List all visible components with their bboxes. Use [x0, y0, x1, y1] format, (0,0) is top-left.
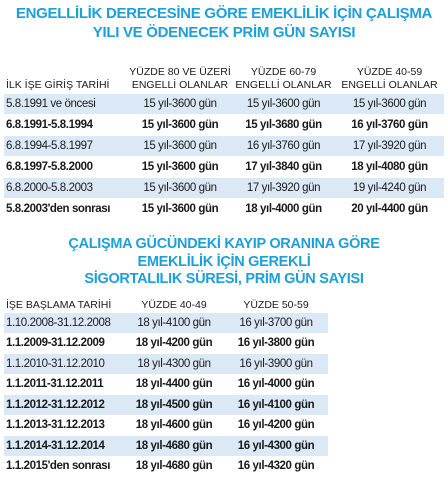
cell-date: 6.8.1997-5.8.2000 [4, 157, 128, 178]
cell-value: 18 yıl-4500 gün [124, 395, 224, 416]
table-row [4, 94, 444, 115]
table-row [4, 313, 328, 333]
cell-value: 16 yıl-3760 gün [232, 136, 335, 157]
cell-value: 18 yıl-4680 gün [124, 436, 224, 457]
table-row [4, 415, 328, 436]
section2-title-line2: EMEKLİLİK İÇİN GEREKLİ [137, 253, 311, 270]
header-40-49: YÜZDE 40-49 [141, 299, 207, 311]
cell-value: 18 yıl-4080 gün [335, 157, 444, 178]
table-header-row [4, 56, 444, 94]
section1-title-line1: ENGELLİLİK DERECESİNE GÖRE EMEKLİLİK İÇİN ÇALIŞMA [15, 5, 433, 22]
table-row [4, 436, 328, 457]
disability-retirement-table [4, 56, 444, 220]
header-60-79 [232, 56, 335, 94]
cell-value: 15 yıl-3680 gün [232, 115, 335, 136]
cell-value: 18 yıl-4300 gün [124, 354, 224, 375]
header-line: ENGELLİ OLANLAR [131, 79, 229, 91]
table-row [4, 456, 328, 477]
work-capacity-loss-table [4, 297, 328, 477]
table-row [4, 136, 444, 157]
cell-value: 18 yıl-4200 gün [124, 333, 224, 354]
cell-date: 6.8.2000-5.8.2003 [4, 178, 128, 199]
cell-value: 18 yıl-4600 gün [124, 415, 224, 436]
cell-date: 1.1.2011-31.12.2011 [4, 374, 124, 395]
cell-value: 17 yıl-3920 gün [335, 136, 444, 157]
cell-date: 5.8.1991 ve öncesi [4, 94, 128, 115]
cell-date: 1.1.2010-31.12.2010 [4, 354, 124, 375]
header-start-date: İŞE BAŞLAMA TARİHİ [6, 299, 112, 311]
table-header-row [4, 297, 328, 313]
cell-date: 1.1.2009-31.12.2009 [4, 333, 124, 354]
cell-value: 15 yıl-3600 gün [232, 94, 335, 115]
section1-title-line2: YILI VE ÖDENECEK PRİM GÜN SAYISI [92, 24, 356, 41]
table-row [4, 395, 328, 416]
table-row [4, 115, 444, 136]
header-line: ENGELLİ OLANLAR [235, 79, 332, 91]
cell-value: 16 yıl-3700 gün [224, 313, 328, 333]
cell-value: 15 yıl-3600 gün [128, 94, 232, 115]
header-40-59 [335, 56, 444, 94]
cell-value: 16 yıl-3800 gün [224, 333, 328, 354]
cell-date: 1.1.2013-31.12.2013 [4, 415, 124, 436]
header-50-59: YÜZDE 50-59 [243, 299, 309, 311]
cell-value: 15 yıl-3600 gün [128, 157, 232, 178]
cell-value: 16 yıl-3760 gün [335, 115, 444, 136]
cell-date: 6.8.1994-5.8.1997 [4, 136, 128, 157]
table-row [4, 354, 328, 375]
cell-value: 15 yıl-3600 gün [128, 136, 232, 157]
table-row [4, 333, 328, 354]
cell-value: 16 yıl-4000 gün [224, 374, 328, 395]
header-80-plus [128, 56, 232, 94]
cell-value: 16 yıl-4100 gün [224, 395, 328, 416]
cell-date: 1.10.2008-31.12.2008 [4, 313, 124, 333]
table-row [4, 199, 444, 220]
section2-title [0, 236, 448, 289]
cell-date: 6.8.1991-5.8.1994 [4, 115, 128, 136]
cell-value: 17 yıl-3920 gün [232, 178, 335, 199]
cell-date: 1.1.2015'den sonrası [4, 456, 124, 477]
table-row [4, 374, 328, 395]
cell-value: 15 yıl-3600 gün [128, 115, 232, 136]
header-line: İLK İŞE GİRİŞ TARİHİ [6, 79, 110, 91]
header-line: YÜZDE 40-59 [356, 66, 423, 78]
cell-value: 19 yıl-4240 gün [335, 178, 444, 199]
cell-date: 1.1.2014-31.12.2014 [4, 436, 124, 457]
cell-value: 16 yıl-4300 gün [224, 436, 328, 457]
cell-value: 18 yıl-4400 gün [124, 374, 224, 395]
cell-date: 1.1.2012-31.12.2012 [4, 395, 124, 416]
cell-value: 16 yıl-3900 gün [224, 354, 328, 375]
cell-value: 18 yıl-4680 gün [124, 456, 224, 477]
section2-title-line3: SİGORTALILIK SÜRESİ, PRİM GÜN SAYISI [84, 271, 364, 287]
header-line: YÜZDE 60-79 [250, 66, 317, 78]
cell-value: 15 yıl-3600 gün [128, 199, 232, 220]
cell-value: 20 yıl-4400 gün [335, 199, 444, 220]
cell-value: 17 yıl-3840 gün [232, 157, 335, 178]
table-row [4, 157, 444, 178]
cell-value: 18 yıl-4000 gün [232, 199, 335, 220]
header-start-date [4, 56, 128, 94]
section2-title-line1: ÇALIŞMA GÜCÜNDEKİ KAYIP ORANINA GÖRE [68, 236, 380, 252]
cell-value: 16 yıl-4320 gün [224, 456, 328, 477]
table-row [4, 178, 444, 199]
cell-value: 16 yıl-4200 gün [224, 415, 328, 436]
section1-title [0, 4, 448, 42]
cell-value: 18 yıl-4100 gün [124, 313, 224, 333]
header-line: YÜZDE 80 VE ÜZERİ [129, 66, 231, 78]
cell-value: 15 yıl-3600 gün [335, 94, 444, 115]
cell-date: 5.8.2003'den sonrası [4, 199, 128, 220]
header-line: ENGELLİ OLANLAR [341, 79, 438, 91]
cell-value: 15 yıl-3600 gün [128, 178, 232, 199]
